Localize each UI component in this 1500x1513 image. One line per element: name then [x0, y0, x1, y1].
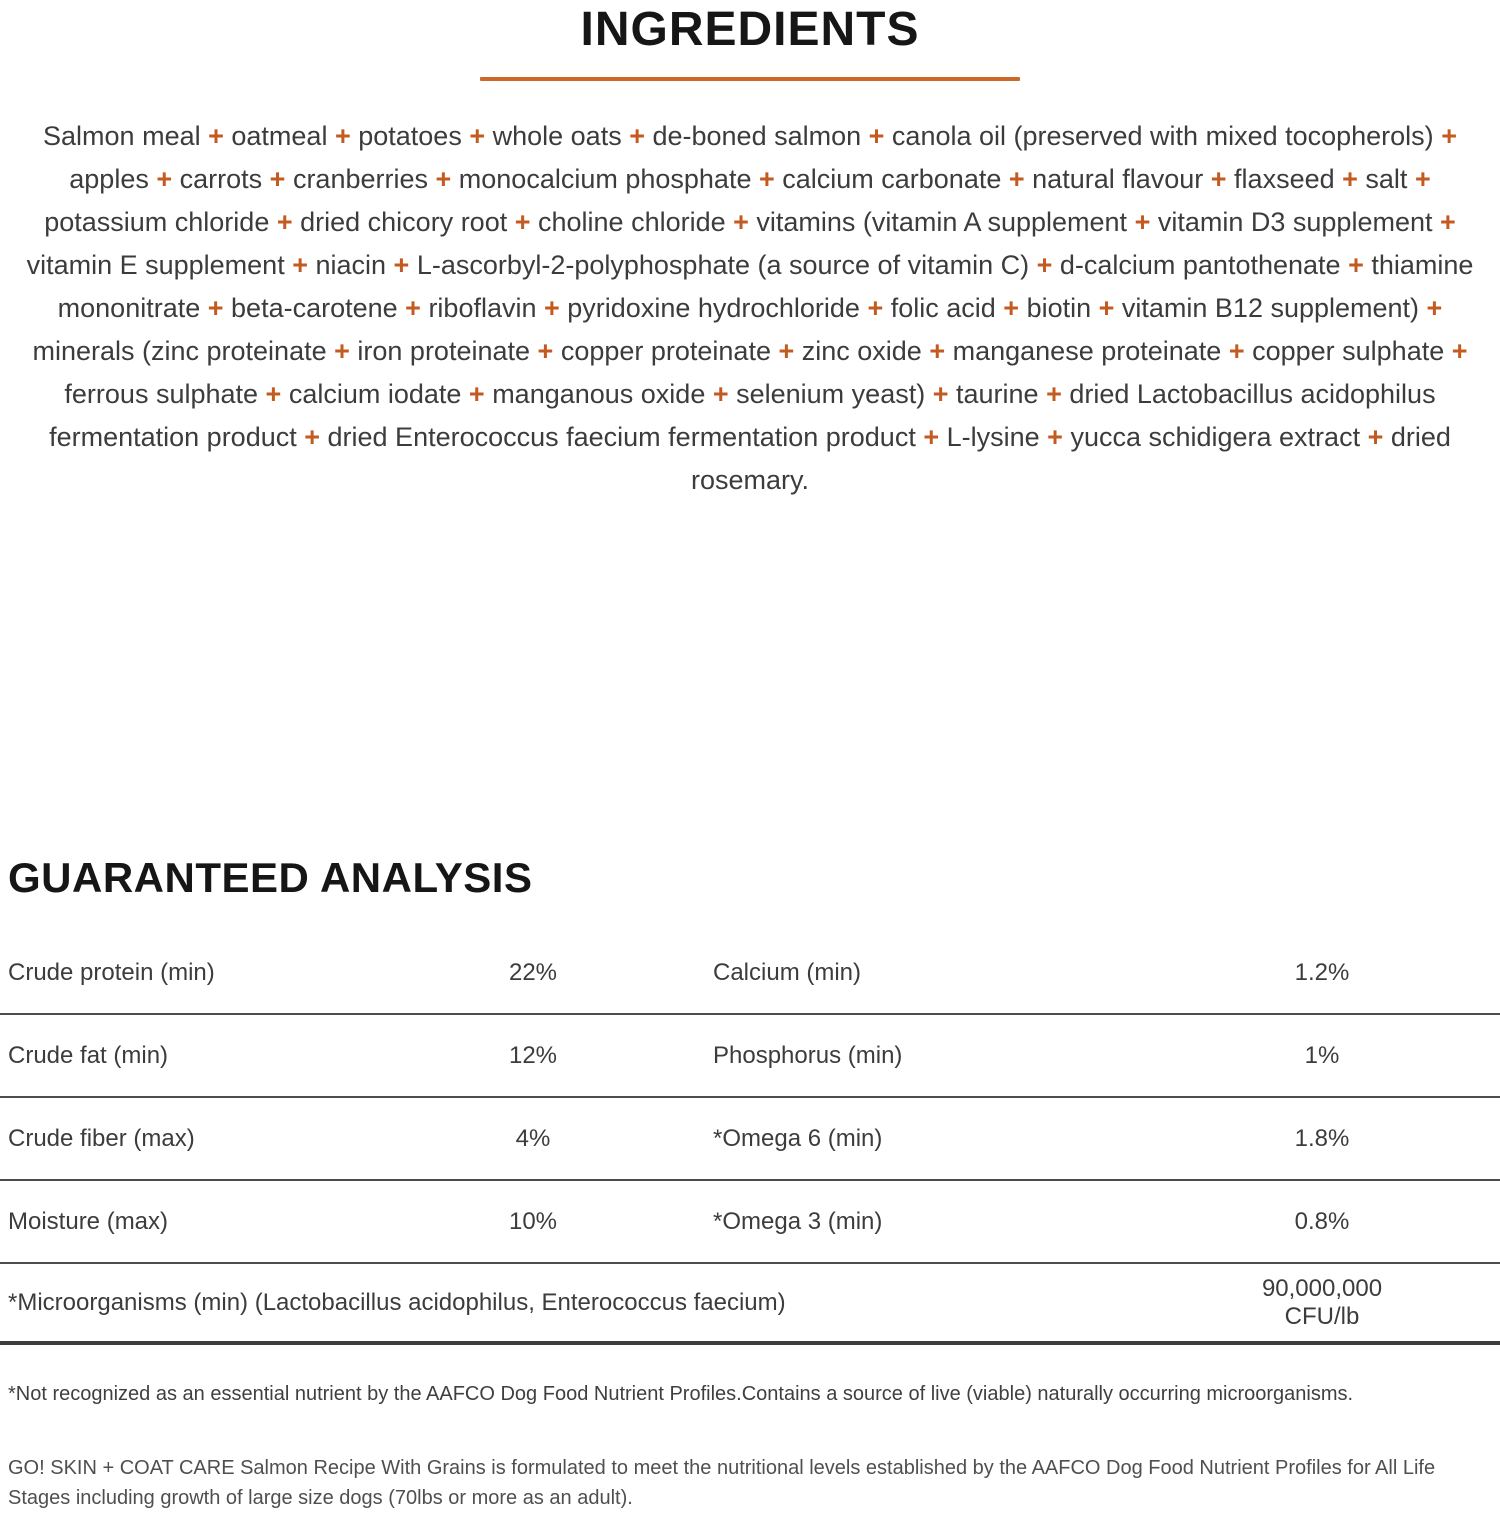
ingredient-item: potassium chloride: [44, 207, 270, 237]
analysis-row: [0, 1181, 1500, 1264]
ingredient-item: vitamin D3 supplement: [1157, 207, 1433, 237]
ingredient-item: salt: [1365, 164, 1408, 194]
guaranteed-analysis-title: GUARANTEED ANALYSIS: [8, 854, 533, 901]
ingredients-paragraph: [7, 115, 1493, 502]
ingredient-item: copper proteinate: [560, 336, 771, 366]
ingredient-item: carrots: [179, 164, 263, 194]
asterisk-footnote: *Not recognized as an essential nutrient by the AAFCO Dog Food Nutrient Profiles.Contains a source of live (viable) naturally occurring microorganisms.: [8, 1383, 1354, 1405]
ingredient-item: selenium yeast): [736, 379, 926, 409]
analysis-left-label: Crude fat (min): [8, 1041, 169, 1069]
plus-separator-icon: +: [1203, 164, 1235, 194]
plus-separator-icon: +: [200, 293, 232, 323]
ingredient-item: apples: [69, 164, 149, 194]
plus-separator-icon: +: [751, 164, 783, 194]
ingredient-item: dried Lactobacillus acidophilus fermentation product: [49, 379, 1436, 452]
ingredient-item: folic acid: [890, 293, 996, 323]
plus-separator-icon: +: [1444, 336, 1468, 366]
analysis-left-label: Crude protein (min): [8, 958, 215, 986]
plus-separator-icon: +: [1433, 121, 1457, 151]
plus-separator-icon: +: [1127, 207, 1158, 237]
ingredient-item: oatmeal: [231, 121, 328, 151]
ingredient-item: thiamine mononitrate: [57, 250, 1474, 323]
plus-separator-icon: +: [148, 164, 180, 194]
analysis-row: [0, 1098, 1500, 1181]
plus-separator-icon: +: [1340, 250, 1372, 280]
plus-separator-icon: +: [1091, 293, 1122, 323]
plus-separator-icon: +: [1407, 164, 1431, 194]
plus-separator-icon: +: [925, 379, 956, 409]
ingredient-item: zinc oxide: [801, 336, 922, 366]
plus-separator-icon: +: [1029, 250, 1060, 280]
analysis-left-value: 22%: [508, 958, 558, 986]
plus-separator-icon: +: [269, 207, 301, 237]
ingredient-item: vitamin E supplement: [26, 250, 285, 280]
ingredient-item: L-lysine: [946, 422, 1040, 452]
aafco-statement: GO! SKIN + COAT CARE Salmon Recipe With Grains is formulated to meet the nutritional levels established by the AAFCO Dog Food Nutrient Profiles for All Life Stages including growth of large size dogs (70lbs or more as an adult).: [8, 1457, 1436, 1509]
ingredient-item: yucca schidigera extract: [1070, 422, 1361, 452]
analysis-row: [0, 1015, 1500, 1098]
plus-separator-icon: +: [326, 336, 358, 366]
ingredient-item: flaxseed: [1234, 164, 1335, 194]
plus-separator-icon: +: [1038, 379, 1070, 409]
ingredient-item: cranberries: [292, 164, 428, 194]
analysis-right-value: 1.8%: [1294, 1124, 1350, 1152]
analysis-right-value: 0.8%: [1294, 1207, 1350, 1235]
analysis-left-value: 10%: [508, 1207, 558, 1235]
plus-separator-icon: +: [461, 379, 493, 409]
ingredients-title: INGREDIENTS: [580, 3, 920, 56]
analysis-table: [0, 932, 1500, 1345]
ingredient-item: copper sulphate: [1252, 336, 1445, 366]
plus-separator-icon: +: [530, 336, 561, 366]
ingredient-item: de-boned salmon: [652, 121, 862, 151]
plus-separator-icon: +: [428, 164, 459, 194]
microorganisms-value: 90,000,000 CFU/lb: [1261, 1274, 1383, 1330]
ingredient-item: calcium carbonate: [782, 164, 1002, 194]
plus-separator-icon: +: [284, 250, 316, 280]
plus-separator-icon: +: [461, 121, 493, 151]
plus-separator-icon: +: [1360, 422, 1391, 452]
plus-separator-icon: +: [507, 207, 538, 237]
ingredient-item: calcium iodate: [288, 379, 462, 409]
ingredient-item: choline chloride: [538, 207, 726, 237]
analysis-right-label: Phosphorus (min): [713, 1041, 903, 1069]
ingredient-item: ferrous sulphate: [64, 379, 259, 409]
analysis-left-label: Moisture (max): [8, 1207, 169, 1235]
ingredient-item: vitamin B12 supplement): [1121, 293, 1420, 323]
plus-separator-icon: +: [621, 121, 653, 151]
plus-separator-icon: +: [1221, 336, 1253, 366]
plus-separator-icon: +: [1039, 422, 1071, 452]
plus-separator-icon: +: [861, 121, 892, 151]
plus-separator-icon: +: [386, 250, 417, 280]
ingredient-item: taurine: [956, 379, 1039, 409]
plus-separator-icon: +: [1432, 207, 1456, 237]
plus-separator-icon: +: [921, 336, 953, 366]
ingredient-item: minerals (zinc proteinate: [32, 336, 327, 366]
analysis-right-value: 1%: [1304, 1041, 1340, 1069]
ingredient-item: manganese proteinate: [952, 336, 1222, 366]
plus-separator-icon: +: [258, 379, 289, 409]
plus-separator-icon: +: [327, 121, 359, 151]
ingredient-item: niacin: [315, 250, 387, 280]
ingredient-item: vitamins (vitamin A supplement: [756, 207, 1128, 237]
plus-separator-icon: +: [995, 293, 1027, 323]
plus-separator-icon: +: [200, 121, 232, 151]
ingredient-item: biotin: [1026, 293, 1092, 323]
ingredient-item: beta-carotene: [231, 293, 398, 323]
plus-separator-icon: +: [725, 207, 757, 237]
analysis-right-label: *Omega 6 (min): [713, 1124, 883, 1152]
ingredient-item: L-ascorbyl-2-polyphosphate (a source of vitamin C): [416, 250, 1030, 280]
plus-separator-icon: +: [915, 422, 947, 452]
plus-separator-icon: +: [536, 293, 568, 323]
ingredient-item: potatoes: [358, 121, 462, 151]
analysis-row-microorganisms: [0, 1264, 1500, 1345]
analysis-right-label: *Omega 3 (min): [713, 1207, 883, 1235]
analysis-left-value: 12%: [508, 1041, 558, 1069]
ingredient-item: d-calcium pantothenate: [1059, 250, 1341, 280]
ingredient-item: dried chicory root: [300, 207, 508, 237]
ingredient-item: pyridoxine hydrochloride: [567, 293, 860, 323]
plus-separator-icon: +: [1334, 164, 1366, 194]
plus-separator-icon: +: [397, 293, 429, 323]
ingredient-item: monocalcium phosphate: [458, 164, 752, 194]
ingredient-item: iron proteinate: [357, 336, 531, 366]
analysis-left-value: 4%: [515, 1124, 551, 1152]
analysis-row: [0, 932, 1500, 1015]
analysis-left-label: Crude fiber (max): [8, 1124, 195, 1152]
ingredient-item: dried rosemary.: [690, 422, 1451, 495]
plus-separator-icon: +: [770, 336, 802, 366]
plus-separator-icon: +: [1419, 293, 1443, 323]
ingredient-item: manganous oxide: [492, 379, 706, 409]
ingredient-item: dried Enterococcus faecium fermentation product: [327, 422, 916, 452]
ingredient-item: whole oats: [492, 121, 622, 151]
analysis-right-value: 1.2%: [1294, 958, 1350, 986]
ingredient-item: natural flavour: [1032, 164, 1204, 194]
plus-separator-icon: +: [705, 379, 737, 409]
ingredient-item: riboflavin: [428, 293, 537, 323]
plus-separator-icon: +: [1001, 164, 1033, 194]
plus-separator-icon: +: [262, 164, 293, 194]
analysis-right-label: Calcium (min): [713, 958, 862, 986]
plus-separator-icon: +: [859, 293, 891, 323]
microorganisms-label: *Microorganisms (min) (Lactobacillus acidophilus, Enterococcus faecium): [8, 1288, 786, 1316]
ingredient-item: Salmon meal: [43, 121, 201, 151]
orange-divider: [480, 77, 1020, 81]
ingredient-item: canola oil (preserved with mixed tocopherols): [891, 121, 1434, 151]
plus-separator-icon: +: [296, 422, 328, 452]
